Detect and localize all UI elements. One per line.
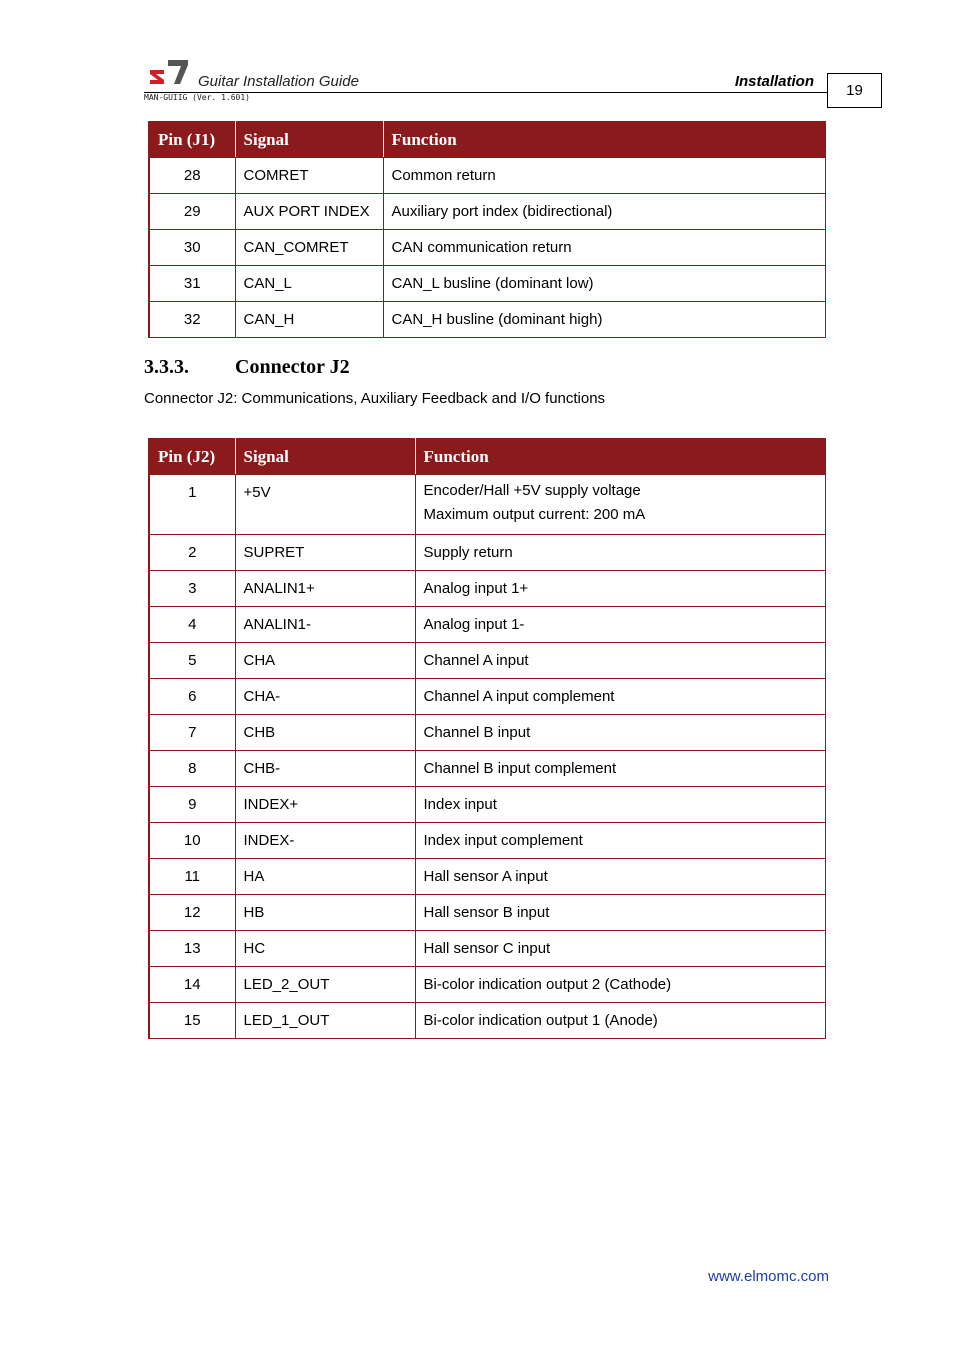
signal-cell: CAN_L (235, 266, 383, 302)
table-row (149, 859, 826, 895)
pin-cell: 30 (149, 230, 235, 266)
pin-cell: 31 (149, 266, 235, 302)
table-row (149, 679, 826, 715)
pin-cell: 2 (149, 535, 235, 571)
column-header: Signal (235, 122, 383, 158)
table-row (149, 302, 826, 338)
pin-cell: 10 (149, 823, 235, 859)
table-row (149, 607, 826, 643)
column-header: Function (383, 122, 826, 158)
section-name: Installation (734, 73, 814, 90)
column-header: Signal (235, 439, 415, 475)
function-cell (415, 475, 826, 535)
signal-cell: CHB (235, 715, 415, 751)
function-cell: Analog input 1- (415, 607, 826, 643)
function-cell: Auxiliary port index (bidirectional) (383, 194, 826, 230)
table-row (149, 266, 826, 302)
pin-cell: 7 (149, 715, 235, 751)
pin-cell: 5 (149, 643, 235, 679)
pin-cell: 15 (149, 1003, 235, 1039)
function-cell: CAN_H busline (dominant high) (383, 302, 826, 338)
function-cell: Index input complement (415, 823, 826, 859)
pin-cell: 4 (149, 607, 235, 643)
signal-cell: ANALIN1- (235, 607, 415, 643)
pin-cell: 3 (149, 571, 235, 607)
column-header: Function (415, 439, 826, 475)
pin-cell: 28 (149, 158, 235, 194)
pin-cell: 11 (149, 859, 235, 895)
column-header: Pin (J1) (149, 122, 235, 158)
signal-cell: HB (235, 895, 415, 931)
page-number: 19 (827, 73, 882, 108)
signal-cell: CAN_COMRET (235, 230, 383, 266)
function-cell: Channel A input (415, 643, 826, 679)
table-row (149, 194, 826, 230)
table-header-row (149, 439, 826, 475)
table-header-row (149, 122, 826, 158)
signal-cell: COMRET (235, 158, 383, 194)
function-cell: Channel A input complement (415, 679, 826, 715)
document-version: MAN-GUIIG (Ver. 1.601) (144, 93, 250, 102)
table-row (149, 571, 826, 607)
pin-cell: 8 (149, 751, 235, 787)
table-row (149, 643, 826, 679)
pin-cell: 1 (149, 475, 235, 535)
signal-cell: LED_1_OUT (235, 1003, 415, 1039)
section-description: Connector J2: Communications, Auxiliary Feedback and I/O functions (144, 390, 606, 407)
function-cell: Channel B input complement (415, 751, 826, 787)
function-cell: Channel B input (415, 715, 826, 751)
function-cell: Bi-color indication output 1 (Anode) (415, 1003, 826, 1039)
signal-cell: INDEX+ (235, 787, 415, 823)
signal-cell: ANALIN1+ (235, 571, 415, 607)
signal-cell: HC (235, 931, 415, 967)
pin-cell: 29 (149, 194, 235, 230)
function-cell: CAN communication return (383, 230, 826, 266)
pin-cell: 6 (149, 679, 235, 715)
table-row (149, 475, 826, 535)
pin-cell: 14 (149, 967, 235, 1003)
elmo-logo-icon (148, 58, 190, 86)
table-row (149, 823, 826, 859)
function-cell: Supply return (415, 535, 826, 571)
table-row (149, 967, 826, 1003)
header-rule (144, 92, 828, 93)
signal-cell: HA (235, 859, 415, 895)
function-cell: Hall sensor A input (415, 859, 826, 895)
function-line: Maximum output current: 200 mA (423, 506, 646, 523)
signal-cell: CAN_H (235, 302, 383, 338)
table-row (149, 158, 826, 194)
function-cell: Common return (383, 158, 826, 194)
table-row (149, 535, 826, 571)
section-number: 3.3.3. (144, 356, 189, 378)
pin-cell: 13 (149, 931, 235, 967)
table-row (149, 931, 826, 967)
signal-cell: SUPRET (235, 535, 415, 571)
pin-cell: 12 (149, 895, 235, 931)
function-cell: Analog input 1+ (415, 571, 826, 607)
function-line: Encoder/Hall +5V supply voltage (423, 482, 641, 499)
signal-cell: INDEX- (235, 823, 415, 859)
signal-cell: CHA (235, 643, 415, 679)
column-header: Pin (J2) (149, 439, 235, 475)
table-row (149, 787, 826, 823)
signal-cell: CHB- (235, 751, 415, 787)
connector-j1-table (148, 121, 826, 338)
signal-cell: CHA- (235, 679, 415, 715)
document-title: Guitar Installation Guide (198, 73, 359, 90)
pin-cell: 32 (149, 302, 235, 338)
table-row (149, 1003, 826, 1039)
table-row (149, 751, 826, 787)
function-cell: Hall sensor B input (415, 895, 826, 931)
connector-j2-table (148, 438, 826, 1039)
function-cell: Index input (415, 787, 826, 823)
website-link[interactable]: www.elmomc.com (708, 1268, 829, 1285)
function-cell: Bi-color indication output 2 (Cathode) (415, 967, 826, 1003)
signal-cell: +5V (235, 475, 415, 535)
function-cell: CAN_L busline (dominant low) (383, 266, 826, 302)
table-row (149, 230, 826, 266)
pin-cell: 9 (149, 787, 235, 823)
signal-cell: AUX PORT INDEX (235, 194, 383, 230)
table-row (149, 715, 826, 751)
table-row (149, 895, 826, 931)
signal-cell: LED_2_OUT (235, 967, 415, 1003)
section-title: Connector J2 (235, 356, 350, 378)
function-cell: Hall sensor C input (415, 931, 826, 967)
